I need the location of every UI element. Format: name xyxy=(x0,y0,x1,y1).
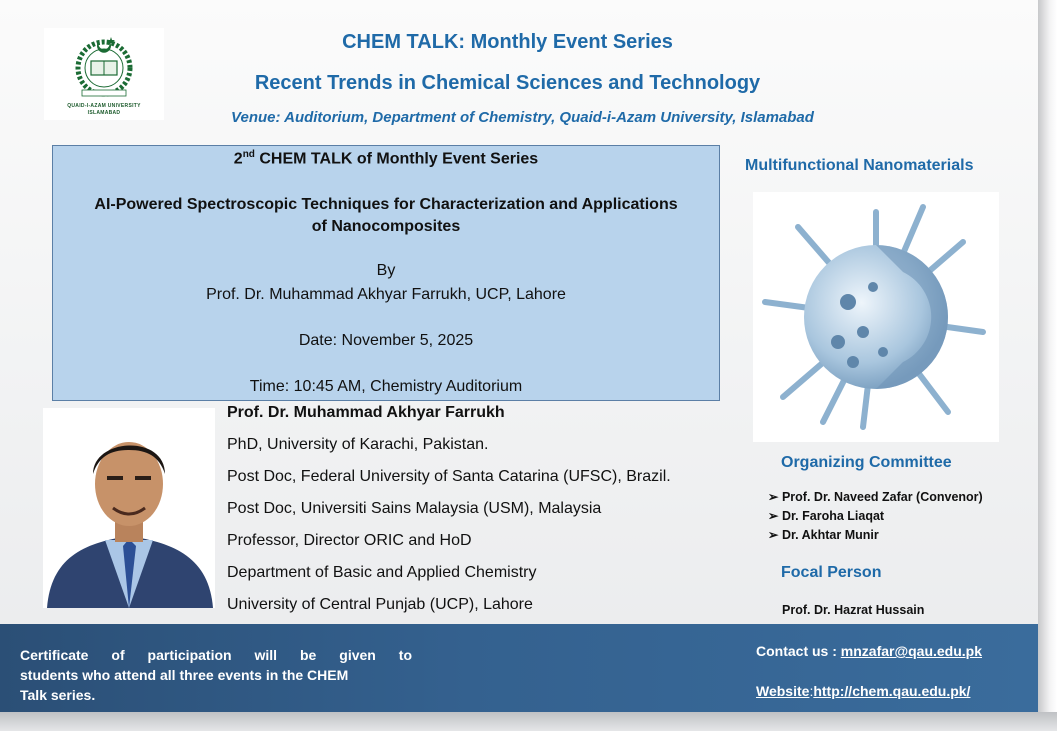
speaker-portrait-icon xyxy=(43,408,215,608)
talk-title-line-1: AI-Powered Spectroscopic Techniques for Characterization and Applications xyxy=(94,196,678,213)
list-item xyxy=(768,527,879,542)
organizing-committee-heading: Organizing Committee xyxy=(781,454,952,471)
page-bottom-shadow xyxy=(0,712,1057,731)
talk-time: Time: 10:45 AM, Chemistry Auditorium xyxy=(249,378,523,395)
nanomaterial-image xyxy=(753,192,999,442)
bullet-arrow-icon: ➢ xyxy=(768,509,779,523)
website-link[interactable]: http://chem.qau.edu.pk/ xyxy=(813,683,971,699)
series-rest: CHEM TALK of Monthly Event Series xyxy=(254,150,539,168)
contact-label: Contact us : xyxy=(756,643,841,659)
committee-member: Prof. Dr. Naveed Zafar (Convenor) xyxy=(781,490,983,504)
talk-title xyxy=(53,194,719,238)
certificate-line: Certificate of participation will be given to xyxy=(20,647,412,663)
speaker-photo xyxy=(43,408,215,608)
list-item xyxy=(768,489,983,504)
bullet-arrow-icon: ➢ xyxy=(768,490,779,504)
talk-title-line-2: of Nanocomposites xyxy=(311,218,461,235)
bio-line: University of Central Punjab (UCP), Lahore xyxy=(227,596,533,613)
committee-member: Dr. Faroha Liaqat xyxy=(781,509,885,523)
talk-by: By xyxy=(376,262,396,279)
bullet-arrow-icon: ➢ xyxy=(768,528,779,542)
venue-text: Venue: Auditorium, Department of Chemistry, Quaid-i-Azam University, Islamabad xyxy=(231,109,814,126)
website-label: Website xyxy=(756,683,810,699)
topic-heading: Multifunctional Nanomaterials xyxy=(745,157,974,174)
page-edge-shadow xyxy=(1038,0,1057,731)
certificate-note xyxy=(20,645,412,705)
contact-info xyxy=(756,643,982,659)
list-item xyxy=(768,508,884,523)
contact-email-link[interactable]: mnzafar@qau.edu.pk xyxy=(840,643,983,659)
committee-member: Dr. Akhtar Munir xyxy=(781,528,879,542)
talk-info-box xyxy=(52,145,720,401)
website-separator: : xyxy=(809,683,814,699)
talk-speaker: Prof. Dr. Muhammad Akhyar Farrukh, UCP, Lahore xyxy=(206,286,566,303)
nanoparticle-icon xyxy=(753,192,999,442)
bio-line: Professor, Director ORIC and HoD xyxy=(227,532,472,549)
series-suffix: nd xyxy=(242,149,255,160)
event-series-title: CHEM TALK: Monthly Event Series xyxy=(342,31,673,53)
logo-caption-city: ISLAMABAD xyxy=(87,110,121,116)
bio-line: PhD, University of Karachi, Pakistan. xyxy=(227,436,489,453)
logo-caption-university: QUAID-I-AZAM UNIVERSITY xyxy=(67,103,141,109)
focal-person-name: Prof. Dr. Hazrat Hussain xyxy=(782,603,925,617)
series-number: 2 xyxy=(233,150,243,168)
bio-name: Prof. Dr. Muhammad Akhyar Farrukh xyxy=(227,404,505,421)
talk-date: Date: November 5, 2025 xyxy=(298,332,474,349)
certificate-line: students who attend all three events in the CHEM xyxy=(20,667,349,683)
bio-line: Post Doc, Federal University of Santa Catarina (UFSC), Brazil. xyxy=(227,468,671,485)
event-series-subtitle: Recent Trends in Chemical Sciences and Technology xyxy=(254,72,761,94)
bio-line: Department of Basic and Applied Chemistry xyxy=(227,564,537,581)
certificate-line: Talk series. xyxy=(20,687,96,703)
bio-line: Post Doc, Universiti Sains Malaysia (USM), Malaysia xyxy=(227,500,602,517)
focal-person-heading: Focal Person xyxy=(781,564,882,581)
website-info xyxy=(756,683,970,699)
talk-series-heading xyxy=(53,149,719,168)
